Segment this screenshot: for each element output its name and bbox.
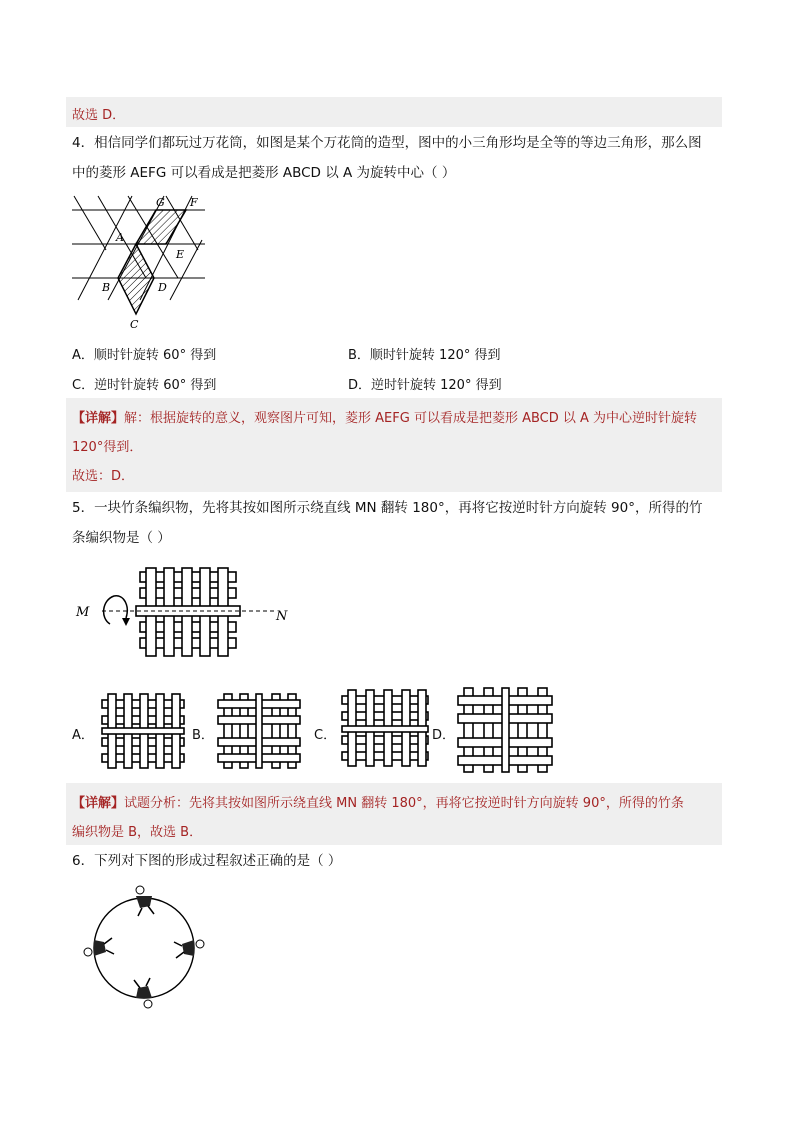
q4-stem: 4．相信同学们都玩过万花筒，如图是某个万花筒的造型，图中的小三角形均是全等的等边三角形，那么图 中的菱形 AEFG 可以看成是把菱形 ABCD 以 A 为旋转中心（ ） — [72, 135, 702, 181]
q4-kaleidoscope-figure — [70, 190, 210, 332]
label-g: G — [156, 196, 165, 209]
q4-option-d[interactable]: D．逆时针旋转 120° 得到 — [348, 378, 502, 393]
label-a: A — [116, 231, 124, 244]
q5-option-c[interactable]: C． — [314, 728, 337, 743]
label-b: B — [102, 281, 111, 294]
q6-stem: 6．下列对下图的形成过程叙述正确的是（ ） — [72, 853, 342, 869]
q5-stem: 5．一块竹条编织物，先将其按如图所示绕直线 MN 翻转 180°，再将它按逆时针方向旋转 90°，所得的竹 条编织物是（ ） — [72, 500, 703, 546]
q5-option-a-figure[interactable] — [100, 692, 186, 770]
figure-right — [174, 940, 204, 958]
figure-left — [84, 938, 114, 956]
q5-option-a[interactable]: A． — [72, 728, 94, 743]
q6-circle-figure — [70, 876, 220, 1026]
q4-detail: 【详解】解：根据旋转的意义，观察图片可知，菱形 AEFG 可以看成是把菱形 ABCD 以 A 为中心逆时针旋转 120°得到． 故选：D． — [72, 411, 698, 484]
label-e: E — [176, 248, 185, 261]
label-n: N — [276, 609, 288, 624]
q5-weave-figure — [72, 566, 292, 660]
prev-answer-band — [66, 97, 722, 127]
label-c: C — [130, 318, 139, 331]
q5-option-b[interactable]: B． — [192, 728, 214, 743]
q5-option-b-figure[interactable] — [216, 692, 302, 770]
q5-option-c-figure[interactable] — [340, 688, 430, 768]
detail-tag: 【详解】 — [72, 411, 125, 426]
q4-option-c[interactable]: C．逆时针旋转 60° 得到 — [72, 378, 217, 393]
figure-bottom — [134, 978, 152, 1008]
q5-option-d[interactable]: D． — [432, 728, 456, 743]
q4-option-b[interactable]: B．顺时针旋转 120° 得到 — [348, 348, 501, 363]
q4-option-a[interactable]: A．顺时针旋转 60° 得到 — [72, 348, 217, 363]
rhombus-aefg — [136, 210, 186, 244]
label-m: M — [76, 605, 90, 620]
detail-tag: 【详解】 — [72, 796, 125, 811]
figure-top — [136, 886, 154, 916]
q5-detail: 【详解】试题分析：先将其按如图所示绕直线 MN 翻转 180°，再将它按逆时针方向旋转 90°，所得的竹条 编织物是 B，故选 B． — [72, 796, 684, 840]
rhombus-abcd — [118, 244, 154, 314]
label-d: D — [158, 281, 167, 294]
label-f: F — [190, 196, 198, 209]
q5-option-d-figure[interactable] — [456, 686, 554, 774]
prev-answer: 故选 D． — [72, 108, 126, 123]
